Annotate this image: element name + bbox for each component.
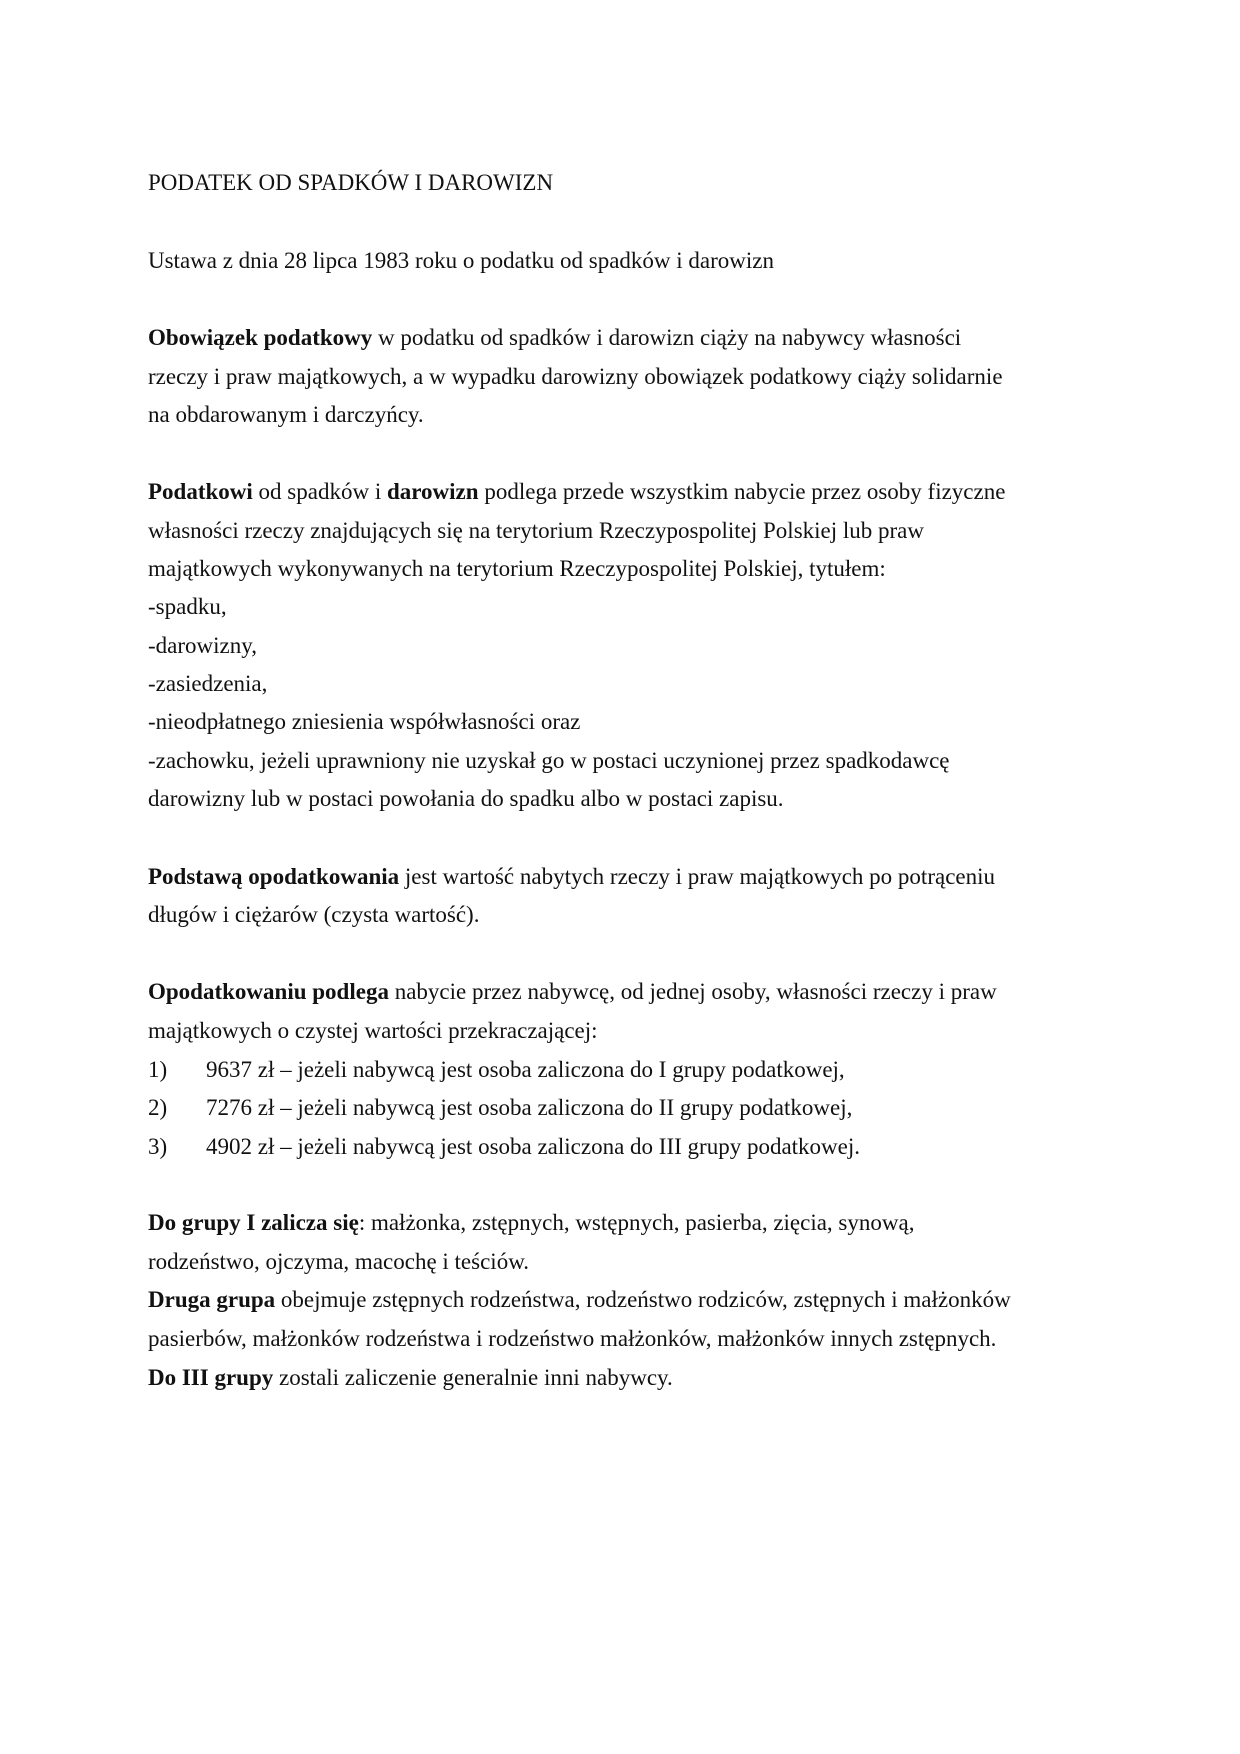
bold-term: Podstawą opodatkowania xyxy=(148,864,400,889)
paragraph-line: na obdarowanym i darczyńcy. xyxy=(148,402,424,427)
text: obejmuje zstępnych rodzeństwa, rodzeństwo rodziców, zstępnych i małżonków xyxy=(275,1287,1011,1312)
paragraph-line: rzeczy i praw majątkowych, a w wypadku darowizny obowiązek podatkowy ciąży solidarnie xyxy=(148,364,1003,389)
item-text: 4902 zł – jeżeli nabywcą jest osoba zaliczona do III grupy podatkowej. xyxy=(206,1134,860,1159)
numbered-item xyxy=(148,1133,860,1161)
item-number: 3) xyxy=(148,1134,168,1159)
paragraph-line: darowizny lub w postaci powołania do spadku albo w postaci zapisu. xyxy=(148,786,784,811)
bold-term: Do grupy I zalicza się xyxy=(148,1210,359,1235)
paragraph-line xyxy=(148,1286,1011,1314)
text: w podatku od spadków i darowizn ciąży na nabywcy własności xyxy=(372,325,962,350)
text: jest wartość nabytych rzeczy i praw majątkowych po potrąceniu xyxy=(399,864,995,889)
list-item: -nieodpłatnego zniesienia współwłasności oraz xyxy=(148,709,581,734)
item-text: 7276 zł – jeżeli nabywcą jest osoba zaliczona do II grupy podatkowej, xyxy=(206,1095,853,1120)
paragraph-line: majątkowych o czystej wartości przekraczającej: xyxy=(148,1018,598,1043)
text: od spadków i xyxy=(252,479,387,504)
list-item: -darowizny, xyxy=(148,633,257,658)
bold-term: Druga grupa xyxy=(148,1287,276,1312)
numbered-item xyxy=(148,1094,852,1122)
bold-term: Opodatkowaniu podlega xyxy=(148,979,389,1004)
bold-term: darowizn xyxy=(386,479,479,504)
act-reference: Ustawa z dnia 28 lipca 1983 roku o podatku od spadków i darowizn xyxy=(148,248,774,273)
paragraph-line: własności rzeczy znajdujących się na terytorium Rzeczypospolitej Polskiej lub praw xyxy=(148,518,925,543)
paragraph-line: pasierbów, małżonków rodzeństwa i rodzeństwo małżonków, małżonków innych zstępnych. xyxy=(148,1326,997,1351)
text: : małżonka, zstępnych, wstępnych, pasierba, zięcia, synową, xyxy=(358,1210,915,1235)
paragraph-line: rodzeństwo, ojczyma, macochę i teściów. xyxy=(148,1249,530,1274)
list-item: -spadku, xyxy=(148,594,227,619)
paragraph-line xyxy=(148,978,997,1006)
text: nabycie przez nabywcę, od jednej osoby, własności rzeczy i praw xyxy=(388,979,997,1004)
paragraph-line xyxy=(148,863,995,891)
list-item: -zasiedzenia, xyxy=(148,671,268,696)
paragraph-line xyxy=(148,478,1005,506)
bold-term: Do III grupy xyxy=(148,1365,274,1390)
document-title: PODATEK OD SPADKÓW I DAROWIZN xyxy=(148,170,554,195)
text: podlega przede wszystkim nabycie przez osoby fizyczne xyxy=(478,479,1006,504)
paragraph-line xyxy=(148,1209,914,1237)
list-item: -zachowku, jeżeli uprawniony nie uzyskał go w postaci uczynionej przez spadkodawcę xyxy=(148,748,950,773)
item-number: 1) xyxy=(148,1057,168,1082)
paragraph-line xyxy=(148,1364,673,1392)
bold-term: Obowiązek podatkowy xyxy=(148,325,373,350)
paragraph-line xyxy=(148,324,961,352)
paragraph-line: majątkowych wykonywanych na terytorium Rzeczypospolitej Polskiej, tytułem: xyxy=(148,556,886,581)
item-number: 2) xyxy=(148,1095,168,1120)
text: zostali zaliczenie generalnie inni nabywcy. xyxy=(273,1365,673,1390)
bold-term: Podatkowi xyxy=(148,479,253,504)
item-text: 9637 zł – jeżeli nabywcą jest osoba zaliczona do I grupy podatkowej, xyxy=(206,1057,845,1082)
numbered-item xyxy=(148,1056,845,1084)
paragraph-line: długów i ciężarów (czysta wartość). xyxy=(148,902,480,927)
